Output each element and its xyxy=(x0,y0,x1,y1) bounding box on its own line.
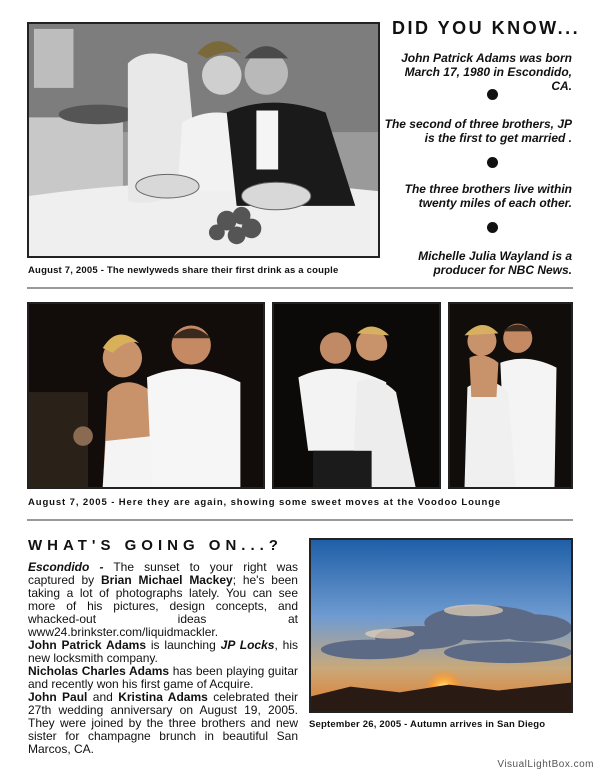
text-segment: ; he's been taking a lot of photographs lately. You can see more of his pictures, design concepts, and whacked-out ideas at www24.brinkster.com/liquidmackler. xyxy=(28,573,298,639)
whats-going-on-title: WHAT'S GOING ON...? xyxy=(28,537,283,554)
text-segment: and xyxy=(87,690,119,704)
fact-three-brothers: The three brothers live within twenty miles of each other. xyxy=(404,182,572,210)
fact-second-brother: The second of three brothers, JP is the first to get married . xyxy=(384,117,572,145)
divider-middle xyxy=(27,519,573,521)
name-john-paul: John Paul xyxy=(28,690,88,704)
photo-dance-1 xyxy=(27,302,265,489)
divider-top xyxy=(27,287,573,289)
caption-first-drink: August 7, 2005 - The newlyweds share their first drink as a couple xyxy=(28,265,339,276)
name-kristina: Kristina Adams xyxy=(118,690,208,704)
photo-dance-3 xyxy=(448,302,573,489)
fact-michelle: Michelle Julia Wayland is a producer for NBC News. xyxy=(418,249,572,277)
paragraph-anniversary xyxy=(28,691,298,756)
name-nicholas: Nicholas Charles Adams xyxy=(28,664,170,678)
photo-first-drink xyxy=(27,22,380,258)
text-segment: The sunset to your right was captured by xyxy=(28,560,298,587)
text-segment: is launching xyxy=(146,638,221,652)
text-segment: celebrated their 27th wedding anniversary on August 19, 2005. They were joined by the three brothers and new sister for champagne brunch in beautiful San Marcos, CA. xyxy=(28,690,298,756)
name-brian: Brian Michael Mackey xyxy=(101,573,233,587)
text-segment: , his new locksmith company. xyxy=(28,638,298,665)
whats-going-on-body xyxy=(28,561,298,756)
paragraph-escondido xyxy=(28,561,298,639)
place-escondido: Escondido - xyxy=(28,560,104,574)
bullet-3 xyxy=(487,222,498,233)
photo-dance-2 xyxy=(272,302,441,489)
name-jp: John Patrick Adams xyxy=(28,638,146,652)
paragraph-jp-locks xyxy=(28,639,298,665)
did-you-know-title: DID YOU KNOW... xyxy=(392,18,581,38)
photo-sunset xyxy=(309,538,573,713)
bullet-2 xyxy=(487,157,498,168)
fact-born: John Patrick Adams was born March 17, 1980 in Escondido, CA. xyxy=(401,51,572,93)
watermark: VisualLightBox.com xyxy=(497,759,594,770)
company-jp-locks: JP Locks xyxy=(220,638,275,652)
text-segment: has been playing guitar and recently won his first game of Acquire. xyxy=(28,664,298,691)
bullet-1 xyxy=(487,89,498,100)
paragraph-nicholas xyxy=(28,665,298,691)
caption-dancing: August 7, 2005 - Here they are again, showing some sweet moves at the Voodoo Lounge xyxy=(28,497,502,508)
caption-sunset: September 26, 2005 - Autumn arrives in San Diego xyxy=(309,719,546,730)
